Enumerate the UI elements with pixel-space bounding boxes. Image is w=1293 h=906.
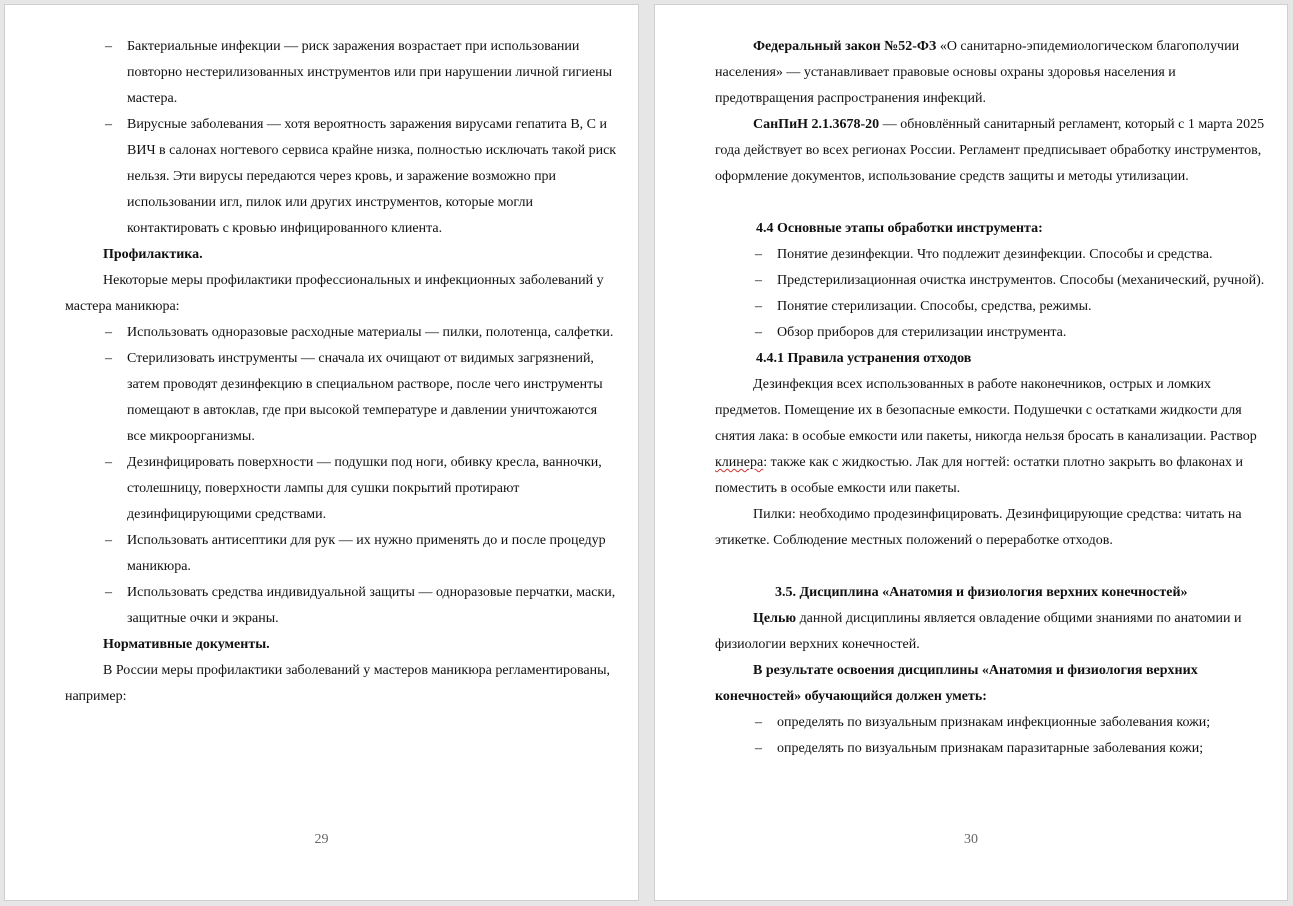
list-item: – Вирусные заболевания — хотя вероятность заражения вирусами гепатита В, С и ВИЧ в салонах ногтевого сервиса крайне низка, полностью исключать такой риск нельзя. Эти вирусы передаются через кровь, и заражение возможно при использовании игл, пилок или других инструментов, которые могли контактировать с кровью инфицированного клиента. (65, 112, 617, 242)
section-3-5-heading: 3.5. Дисциплина «Анатомия и физиология верхних конечностей» (775, 585, 1188, 600)
list-item: – Стерилизовать инструменты — сначала их очищают от видимых загрязнений, затем проводят дезинфекцию в специальном растворе, после чего инструменты помещают в автоклав, где при высокой температуре и давлении уничтожаются все микроорганизмы. (65, 346, 617, 450)
section-4-4-1-heading: 4.4.1 Правила устранения отходов (756, 351, 972, 366)
list-item: – Понятие дезинфекции. Что подлежит дезинфекции. Способы и средства. (715, 242, 1265, 268)
list-item: – Обзор приборов для стерилизации инструмента. (715, 320, 1265, 346)
prevention-heading: Профилактика. (103, 247, 203, 262)
waste-text-start: Дезинфекция всех использованных в работе наконечников, острых и ломких предметов. Помещение их в безопасные емкости. Подушечки с остатками жидкости для снятия лака: в особые емкости или пакеты, никогда нельзя бросать в канализации. Раствор (715, 377, 1257, 444)
list-item: – Использовать антисептики для рук — их нужно применять до и после процедур маникюра. (65, 528, 617, 580)
spacer (715, 554, 1265, 580)
law-title: Федеральный закон №52-ФЗ (753, 39, 937, 54)
normative-docs-heading: Нормативные документы. (103, 637, 270, 652)
law-paragraph (715, 34, 1265, 112)
waste-paragraph-2: Пилки: необходимо продезинфицировать. Дезинфицирующие средства: читать на этикетке. Соблюдение местных положений о переработке отходов. (715, 507, 1242, 548)
section-4-4-heading: 4.4 Основные этапы обработки инструмента: (756, 221, 1043, 236)
document-page-29 (4, 4, 639, 901)
list-item: – Понятие стерилизации. Способы, средства, режимы. (715, 294, 1265, 320)
spacer (715, 190, 1265, 216)
list-item: – Бактериальные инфекции — риск заражения возрастает при использовании повторно нестерилизованных инструментов или при нарушении личной гигиены мастера. (65, 34, 617, 112)
processing-stages-list (715, 242, 1265, 346)
list-item: – определять по визуальным признакам инфекционные заболевания кожи; (715, 710, 1265, 736)
page-content (715, 34, 1265, 762)
page-content (65, 34, 617, 710)
page-number: 29 (314, 832, 329, 847)
learning-outcomes-text: В результате освоения дисциплины «Анатомия и физиология верхних конечностей» обучающийся должен уметь: (715, 663, 1198, 704)
sanpin-paragraph (715, 112, 1265, 190)
waste-text-end: : также как с жидкостью. Лак для ногтей: остатки плотно закрыть во флаконах и поместить в особые емкости или пакеты. (715, 455, 1244, 496)
goal-text: данной дисциплины является овладение общими знаниями по анатомии и физиологии верхних конечностей. (715, 611, 1242, 652)
list-item: – Использовать одноразовые расходные материалы — пилки, полотенца, салфетки. (65, 320, 617, 346)
law-description: «О санитарно-эпидемиологическом благополучии населения» — устанавливает правовые основы охраны здоровья населения и предотвращения распространения инфекций. (715, 39, 1240, 106)
list-item: – Предстерилизационная очистка инструментов. Способы (механический, ручной). (715, 268, 1265, 294)
page-number: 30 (964, 832, 978, 847)
sanpin-description: — обновлённый санитарный регламент, который с 1 марта 2025 года действует во всех регионах России. Регламент предписывает обработку инструментов, оформление документов, использование средств защиты и методы утилизации. (715, 117, 1265, 184)
list-item: – Использовать средства индивидуальной защиты — одноразовые перчатки, маски, защитные очки и экраны. (65, 580, 617, 632)
infection-risk-list (65, 34, 617, 242)
skills-list (715, 710, 1265, 762)
list-item: – Дезинфицировать поверхности — подушки под ноги, обивку кресла, ванночки, столешницу, поверхности лампы для сушки покрытий протирают дезинфицирующими средствами. (65, 450, 617, 528)
learning-outcomes-heading (715, 658, 1265, 710)
list-item: – определять по визуальным признакам паразитарные заболевания кожи; (715, 736, 1265, 762)
sanpin-title: СанПиН 2.1.3678-20 (753, 117, 880, 132)
goal-paragraph (715, 606, 1265, 658)
waste-paragraph-1 (715, 372, 1265, 502)
normative-docs-intro: В России меры профилактики заболеваний у мастеров маникюра регламентированы, например: (65, 663, 611, 704)
goal-label: Целью (753, 611, 797, 626)
prevention-list (65, 320, 617, 632)
document-page-30 (654, 4, 1288, 901)
prevention-intro: Некоторые меры профилактики профессиональных и инфекционных заболеваний у мастера маникюра: (65, 273, 604, 314)
spellcheck-flagged-word[interactable]: клинера (715, 455, 764, 470)
